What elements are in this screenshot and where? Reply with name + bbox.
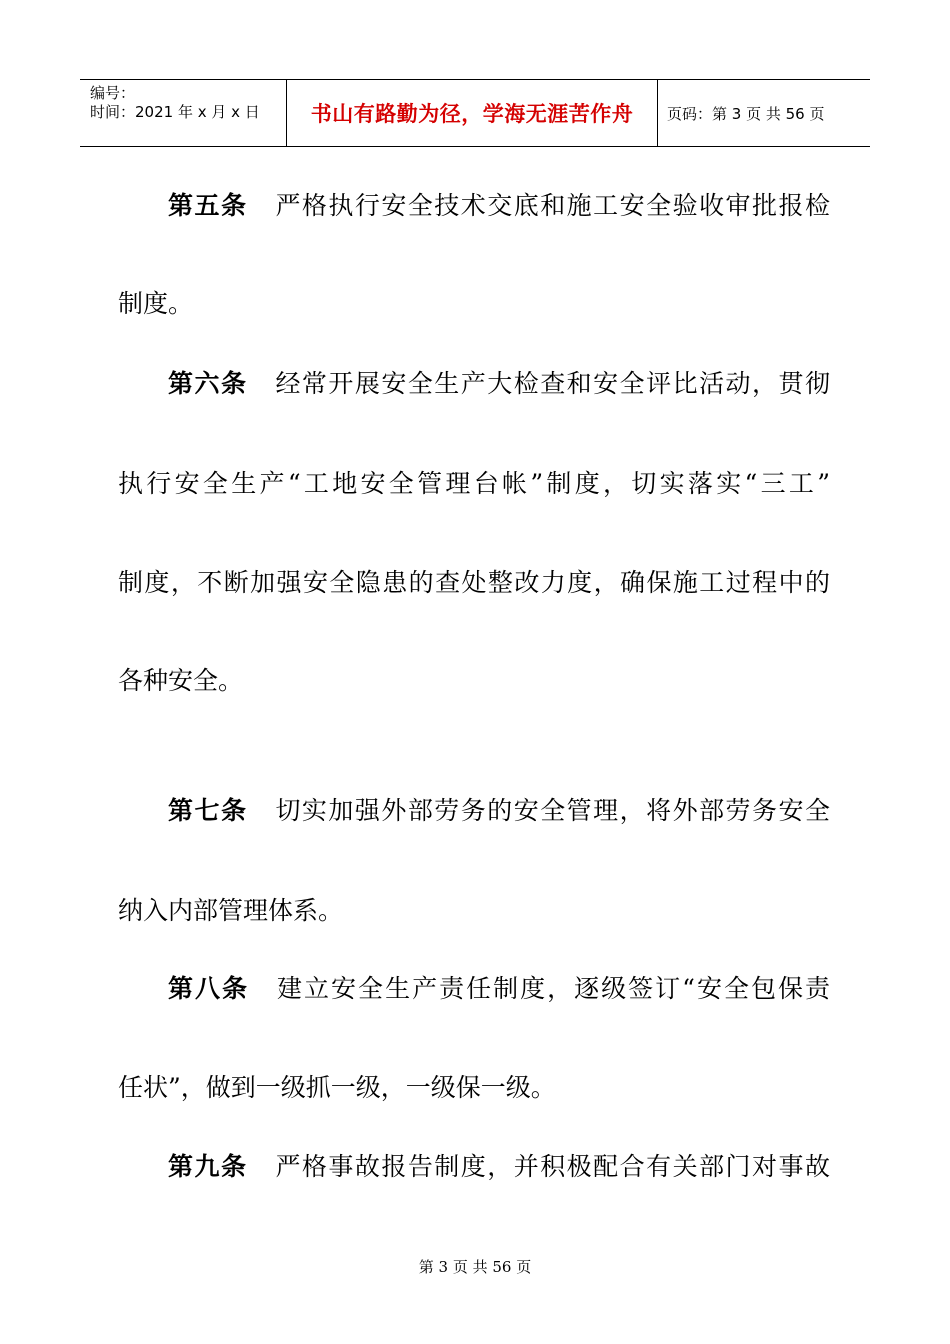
article-label: 第八条 bbox=[168, 974, 250, 1003]
article-label: 第九条 bbox=[168, 1152, 248, 1181]
article-text: 严格事故报告制度，并积极配合有关部门对事故 bbox=[275, 1152, 830, 1181]
header-page-info: 页码：第 3 页 共 56 页 bbox=[667, 104, 825, 123]
article-6-first-line bbox=[168, 367, 830, 401]
header-meta bbox=[80, 80, 286, 146]
article-5-first-line bbox=[168, 189, 830, 223]
doc-number-label: 编号： bbox=[90, 84, 136, 102]
article-5-line: 制度。 bbox=[118, 289, 194, 318]
article-9-first-line bbox=[168, 1150, 830, 1184]
article-8-line: 任状”，做到一级抓一级，一级保一级。 bbox=[118, 1073, 556, 1102]
article-text: 切实加强外部劳务的安全管理，将外部劳务安全 bbox=[275, 796, 830, 825]
article-text: 经常开展安全生产大检查和安全评比活动，贯彻 bbox=[275, 369, 830, 398]
doc-time-label: 时间：2021 年 x 月 x 日 bbox=[90, 103, 260, 121]
article-label: 第六条 bbox=[168, 369, 248, 398]
article-text: 建立安全生产责任制度，逐级签订“安全包保责 bbox=[277, 974, 830, 1003]
page-footer: 第 3 页 共 56 页 bbox=[418, 1258, 532, 1276]
article-7-line: 纳入内部管理体系。 bbox=[118, 896, 344, 925]
article-7-first-line bbox=[168, 794, 830, 828]
article-8-first-line bbox=[168, 972, 830, 1006]
article-label: 第五条 bbox=[168, 191, 248, 220]
article-6-line: 执行安全生产“工地安全管理台帐”制度，切实落实“三工” bbox=[118, 469, 830, 498]
article-text: 严格执行安全技术交底和施工安全验收审批报检 bbox=[275, 191, 830, 220]
header-motto: 书山有路勤为径，学海无涯苦作舟 bbox=[286, 80, 658, 146]
article-6-line: 制度，不断加强安全隐患的查处整改力度，确保施工过程中的 bbox=[118, 568, 830, 597]
article-label: 第七条 bbox=[168, 796, 248, 825]
page-header bbox=[80, 79, 870, 147]
article-6-line: 各种安全。 bbox=[118, 666, 244, 695]
